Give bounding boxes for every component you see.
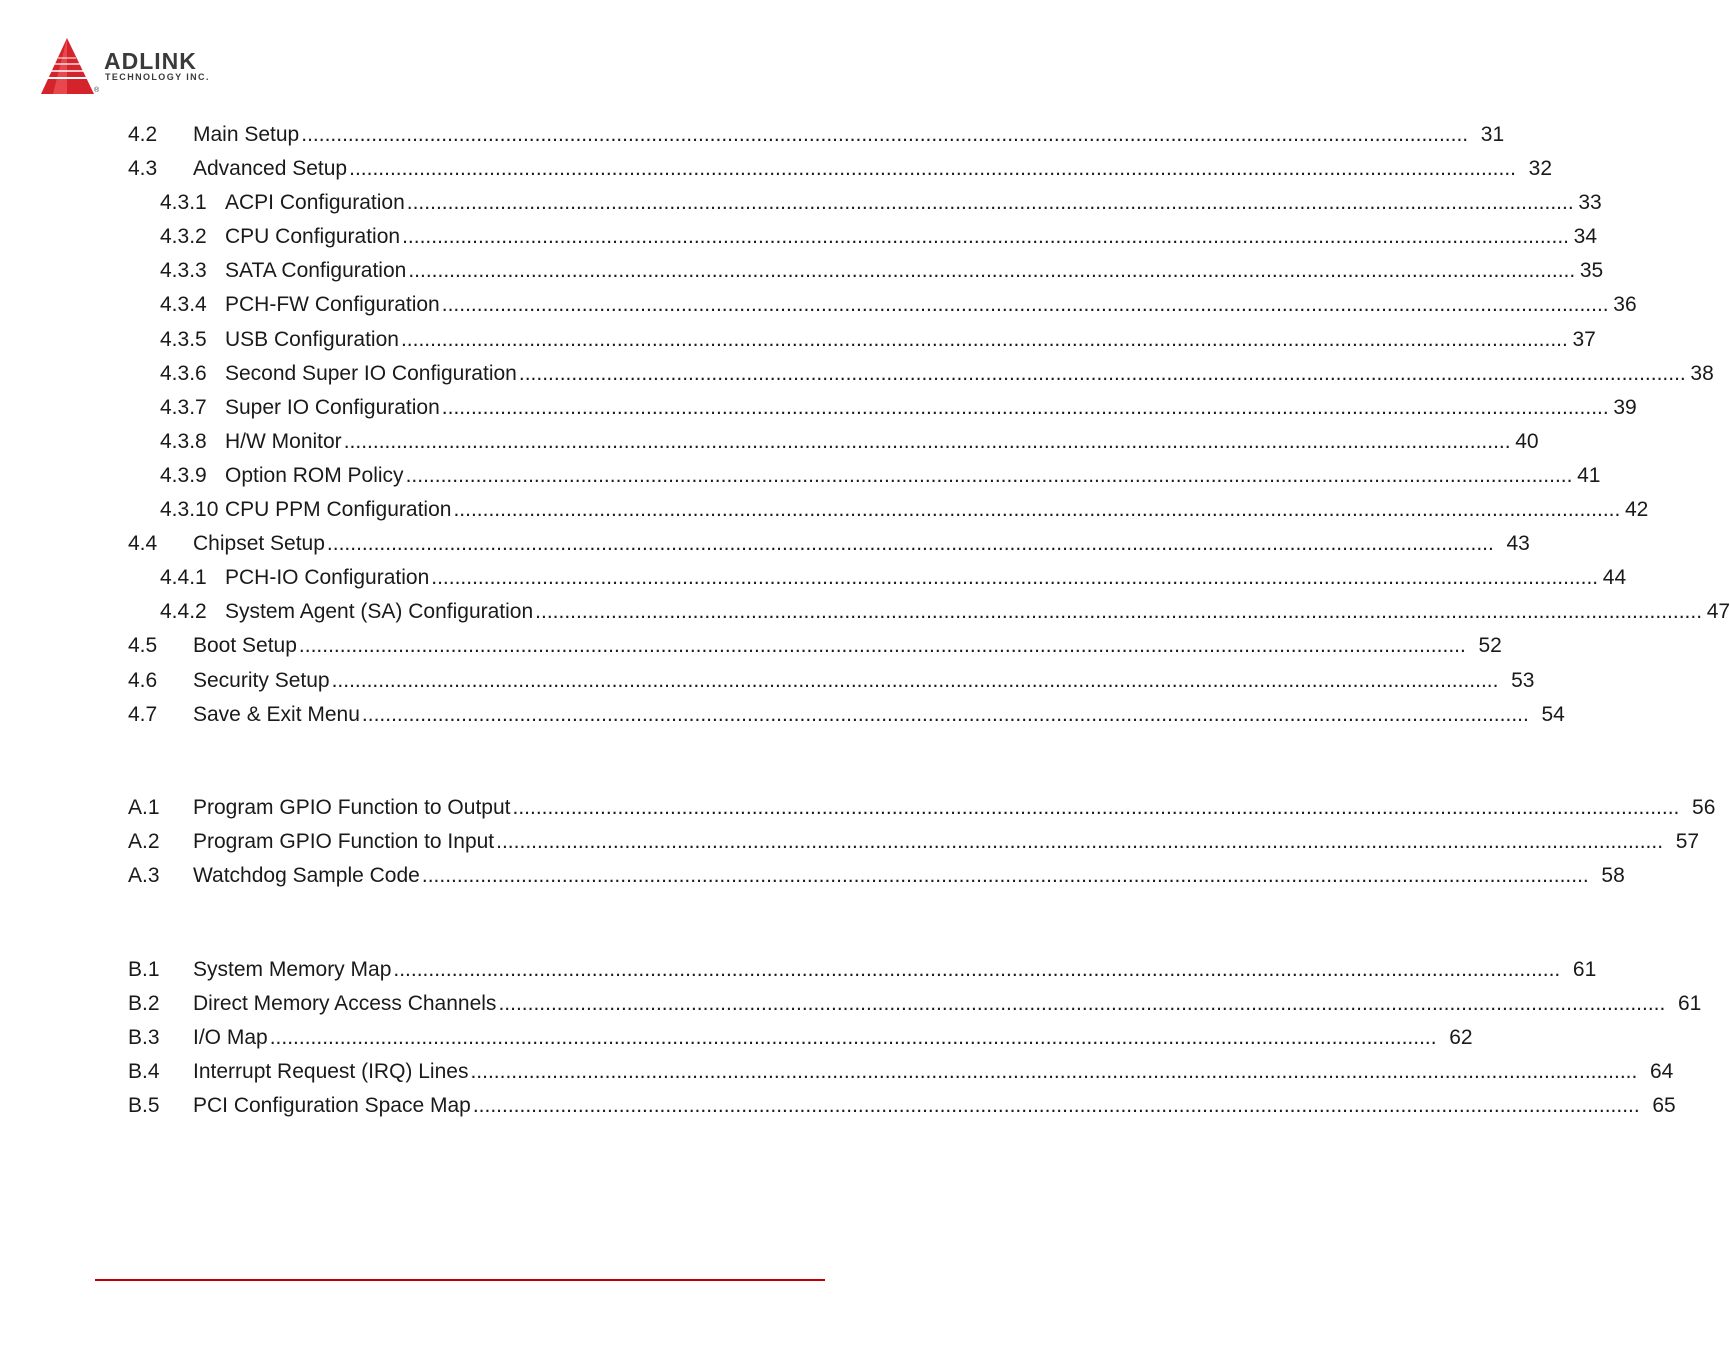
toc-entry[interactable] (0, 1055, 1674, 1089)
toc-entry-line (225, 561, 1627, 595)
dot-leader: ........................................................................................................................................................................................................ (535, 600, 1703, 624)
toc-entry-number: B.3 (128, 1026, 160, 1050)
toc-entry-line (193, 664, 1535, 698)
toc-entry-line (193, 152, 1553, 186)
dot-leader: ........................................................................................................................................................................................................ (512, 796, 1680, 820)
dot-leader: ........................................................................................................................................................................................................ (269, 1026, 1437, 1050)
toc-entry-number: 4.6 (128, 668, 158, 692)
toc-entry-number: 4.3.1 (160, 191, 207, 215)
toc-entry-title: Program GPIO Function to Input (193, 830, 495, 854)
logo-name: ADLINK (104, 48, 197, 74)
toc-entry-line (193, 629, 1502, 663)
dot-leader: ........................................................................................................................................................................................................ (408, 259, 1576, 283)
toc-entry-number: A.3 (128, 864, 160, 888)
toc-entry[interactable] (0, 527, 1530, 561)
dot-leader: ........................................................................................................................................................................................................ (361, 702, 1529, 726)
toc-entry[interactable] (0, 698, 1565, 732)
toc-entry[interactable] (0, 629, 1502, 663)
section-gap (0, 893, 954, 953)
toc-entry-title: Save & Exit Menu (193, 702, 360, 726)
toc-entry-number: 4.3.4 (160, 293, 207, 317)
toc-entry-page: 35 (1579, 259, 1604, 283)
toc-entry[interactable] (0, 186, 1602, 220)
toc-entry-title: PCH-IO Configuration (225, 566, 430, 590)
toc-entry[interactable] (0, 152, 1553, 186)
toc-entry-title: Second Super IO Configuration (225, 361, 517, 385)
toc-entry-title: PCI Configuration Space Map (193, 1094, 471, 1118)
toc-entry-page: 33 (1578, 191, 1602, 215)
toc-entry-line (225, 595, 1730, 629)
toc-entry-line (193, 1055, 1674, 1089)
adlink-logo (38, 36, 238, 100)
toc-entry-number: A.2 (128, 830, 160, 854)
dot-leader: ........................................................................................................................................................................................................ (406, 191, 1574, 215)
toc-entry[interactable] (0, 825, 1700, 859)
toc-entry-number: 4.5 (128, 634, 158, 658)
toc-entry[interactable] (0, 323, 1596, 357)
toc-entry-title: H/W Monitor (225, 429, 342, 453)
toc-entry-title: Boot Setup (193, 634, 297, 658)
toc-entry-page: 32 (1528, 157, 1553, 181)
toc-entry-line (225, 220, 1597, 254)
table-of-contents (0, 118, 1730, 1123)
logo-tagline: TECHNOLOGY INC. (105, 72, 210, 82)
toc-entry-page: 44 (1602, 566, 1627, 590)
dot-leader: ........................................................................................................................................................................................................ (472, 1094, 1640, 1118)
toc-entry-title: Option ROM Policy (225, 463, 404, 487)
toc-entry-line (225, 391, 1637, 425)
toc-entry-number: 4.3.7 (160, 395, 207, 419)
toc-entry[interactable] (0, 664, 1535, 698)
toc-entry-line (225, 288, 1637, 322)
toc-entry-line (225, 459, 1601, 493)
section-gap (0, 732, 954, 792)
toc-entry-line (225, 357, 1714, 391)
toc-entry-page: 42 (1624, 498, 1649, 522)
toc-entry[interactable] (0, 391, 1637, 425)
toc-entry-title: Security Setup (193, 668, 330, 692)
toc-entry-page: 40 (1515, 429, 1539, 453)
toc-entry[interactable] (0, 1021, 1473, 1055)
toc-entry-number: B.4 (128, 1060, 160, 1084)
toc-entry-number: 4.3.3 (160, 259, 207, 283)
toc-entry-line (225, 493, 1649, 527)
toc-entry[interactable] (0, 288, 1637, 322)
dot-leader: ........................................................................................................................................................................................................ (441, 293, 1609, 317)
toc-entry-line (193, 1021, 1473, 1055)
toc-entry-page: 39 (1613, 395, 1637, 419)
footer-rule (95, 1279, 825, 1281)
adlink-triangle-icon (38, 36, 100, 98)
toc-entry-title: Watchdog Sample Code (193, 864, 420, 888)
toc-entry-page: 38 (1690, 361, 1714, 385)
toc-entry-page: 56 (1692, 796, 1716, 820)
toc-entry[interactable] (0, 254, 1604, 288)
toc-entry-number: 4.3.8 (160, 429, 207, 453)
toc-entry-title: Interrupt Request (IRQ) Lines (193, 1060, 469, 1084)
dot-leader: ........................................................................................................................................................................................................ (349, 157, 1517, 181)
toc-entry-page: 53 (1511, 668, 1535, 692)
toc-entry[interactable] (0, 118, 1505, 152)
toc-entry-number: 4.7 (128, 702, 158, 726)
toc-entry-page: 36 (1613, 293, 1637, 317)
toc-entry-page: 57 (1675, 830, 1700, 854)
dot-leader: ........................................................................................................................................................................................................ (470, 1060, 1638, 1084)
toc-entry[interactable] (0, 459, 1601, 493)
toc-entry-title: Advanced Setup (193, 157, 348, 181)
toc-entry[interactable] (0, 1089, 1676, 1123)
toc-entry-page: 61 (1677, 992, 1702, 1016)
toc-entry-page: 41 (1577, 463, 1601, 487)
toc-entry-title: System Memory Map (193, 957, 392, 981)
dot-leader: ........................................................................................................................................................................................................ (441, 395, 1609, 419)
toc-entry[interactable] (0, 987, 1702, 1021)
toc-entry[interactable] (0, 561, 1627, 595)
toc-entry-title: CPU Configuration (225, 225, 401, 249)
toc-entry-line (193, 859, 1625, 893)
toc-entry-page: 31 (1480, 123, 1505, 146)
toc-entry[interactable] (0, 859, 1625, 893)
toc-entry[interactable] (0, 357, 1714, 391)
toc-entry-title: Super IO Configuration (225, 395, 440, 419)
toc-entry-line (225, 186, 1602, 220)
dot-leader: ........................................................................................................................................................................................................ (343, 429, 1511, 453)
toc-entry-number: 4.2 (128, 123, 158, 146)
dot-leader: ........................................................................................................................................................................................................ (518, 361, 1686, 385)
toc-entry-title: USB Configuration (225, 327, 399, 351)
toc-entry-title: ACPI Configuration (225, 191, 405, 215)
toc-entry-number: A.1 (128, 796, 160, 820)
toc-entry-page: 37 (1572, 327, 1596, 351)
toc-entry[interactable] (0, 953, 1597, 987)
dot-leader: ........................................................................................................................................................................................................ (393, 957, 1561, 981)
toc-entry-title: CPU PPM Configuration (225, 498, 452, 522)
toc-entry-line (193, 987, 1702, 1021)
dot-leader: ........................................................................................................................................................................................................ (298, 634, 1466, 658)
toc-entry-page: 43 (1506, 532, 1530, 556)
toc-entry-number: 4.4.2 (160, 600, 207, 624)
toc-entry-line (225, 254, 1604, 288)
dot-leader: ........................................................................................................................................................................................................ (496, 830, 1664, 854)
toc-entry-number: 4.3.6 (160, 361, 207, 385)
toc-entry[interactable] (0, 791, 1716, 825)
dot-leader: ........................................................................................................................................................................................................ (405, 463, 1573, 487)
toc-entry-line (193, 953, 1597, 987)
toc-entry[interactable] (0, 595, 1730, 629)
toc-entry-page: 64 (1650, 1060, 1674, 1084)
toc-entry-number: 4.4.1 (160, 566, 207, 590)
toc-entry-number: 4.3.9 (160, 463, 207, 487)
dot-leader: ........................................................................................................................................................................................................ (400, 327, 1568, 351)
toc-entry-title: PCH-FW Configuration (225, 293, 440, 317)
toc-entry-line (193, 1089, 1676, 1123)
toc-entry-page: 65 (1652, 1094, 1676, 1118)
dot-leader: ........................................................................................................................................................................................................ (431, 566, 1599, 590)
toc-entry-number: B.1 (128, 957, 160, 981)
toc-entry-line (193, 791, 1716, 825)
toc-entry-line (193, 825, 1700, 859)
toc-entry-page: 58 (1601, 864, 1625, 888)
toc-entry-number: 4.3.5 (160, 327, 207, 351)
toc-entry-page: 62 (1449, 1026, 1473, 1050)
toc-entry-title: Main Setup (193, 123, 300, 146)
dot-leader: ........................................................................................................................................................................................................ (421, 864, 1589, 888)
toc-entry-number: 4.3.10 (160, 498, 219, 522)
toc-entry-number: B.5 (128, 1094, 160, 1118)
dot-leader: ........................................................................................................................................................................................................ (498, 992, 1666, 1016)
toc-entry-page: 34 (1573, 225, 1597, 249)
toc-entry-line (225, 323, 1596, 357)
dot-leader: ........................................................................................................................................................................................................ (402, 225, 1569, 249)
toc-entry-title: Program GPIO Function to Output (193, 796, 511, 820)
toc-entry-line (225, 425, 1539, 459)
toc-entry-page: 61 (1572, 957, 1597, 981)
dot-leader: ........................................................................................................................................................................................................ (326, 532, 1494, 556)
dot-leader: ........................................................................................................................................................................................................ (301, 123, 1469, 146)
toc-entry-line (193, 118, 1505, 152)
dot-leader: ........................................................................................................................................................................................................ (453, 498, 1621, 522)
toc-entry[interactable] (0, 220, 1597, 254)
dot-leader: ........................................................................................................................................................................................................ (331, 668, 1499, 692)
toc-entry-line (193, 527, 1530, 561)
toc-entry-number: 4.3 (128, 157, 158, 181)
toc-entry-line (193, 698, 1565, 732)
toc-entry-page: 52 (1478, 634, 1502, 658)
toc-entry-title: System Agent (SA) Configuration (225, 600, 534, 624)
toc-entry-number: B.2 (128, 992, 160, 1016)
toc-entry[interactable] (0, 493, 1649, 527)
toc-entry-title: SATA Configuration (225, 259, 407, 283)
toc-entry-page: 54 (1541, 702, 1565, 726)
toc-entry[interactable] (0, 425, 1539, 459)
toc-entry-title: I/O Map (193, 1026, 268, 1050)
toc-entry-number: 4.4 (128, 532, 158, 556)
registered-mark: ® (94, 87, 100, 94)
toc-entry-number: 4.3.2 (160, 225, 207, 249)
toc-entry-title: Direct Memory Access Channels (193, 992, 497, 1016)
toc-entry-page: 47 (1706, 600, 1730, 624)
toc-entry-title: Chipset Setup (193, 532, 325, 556)
